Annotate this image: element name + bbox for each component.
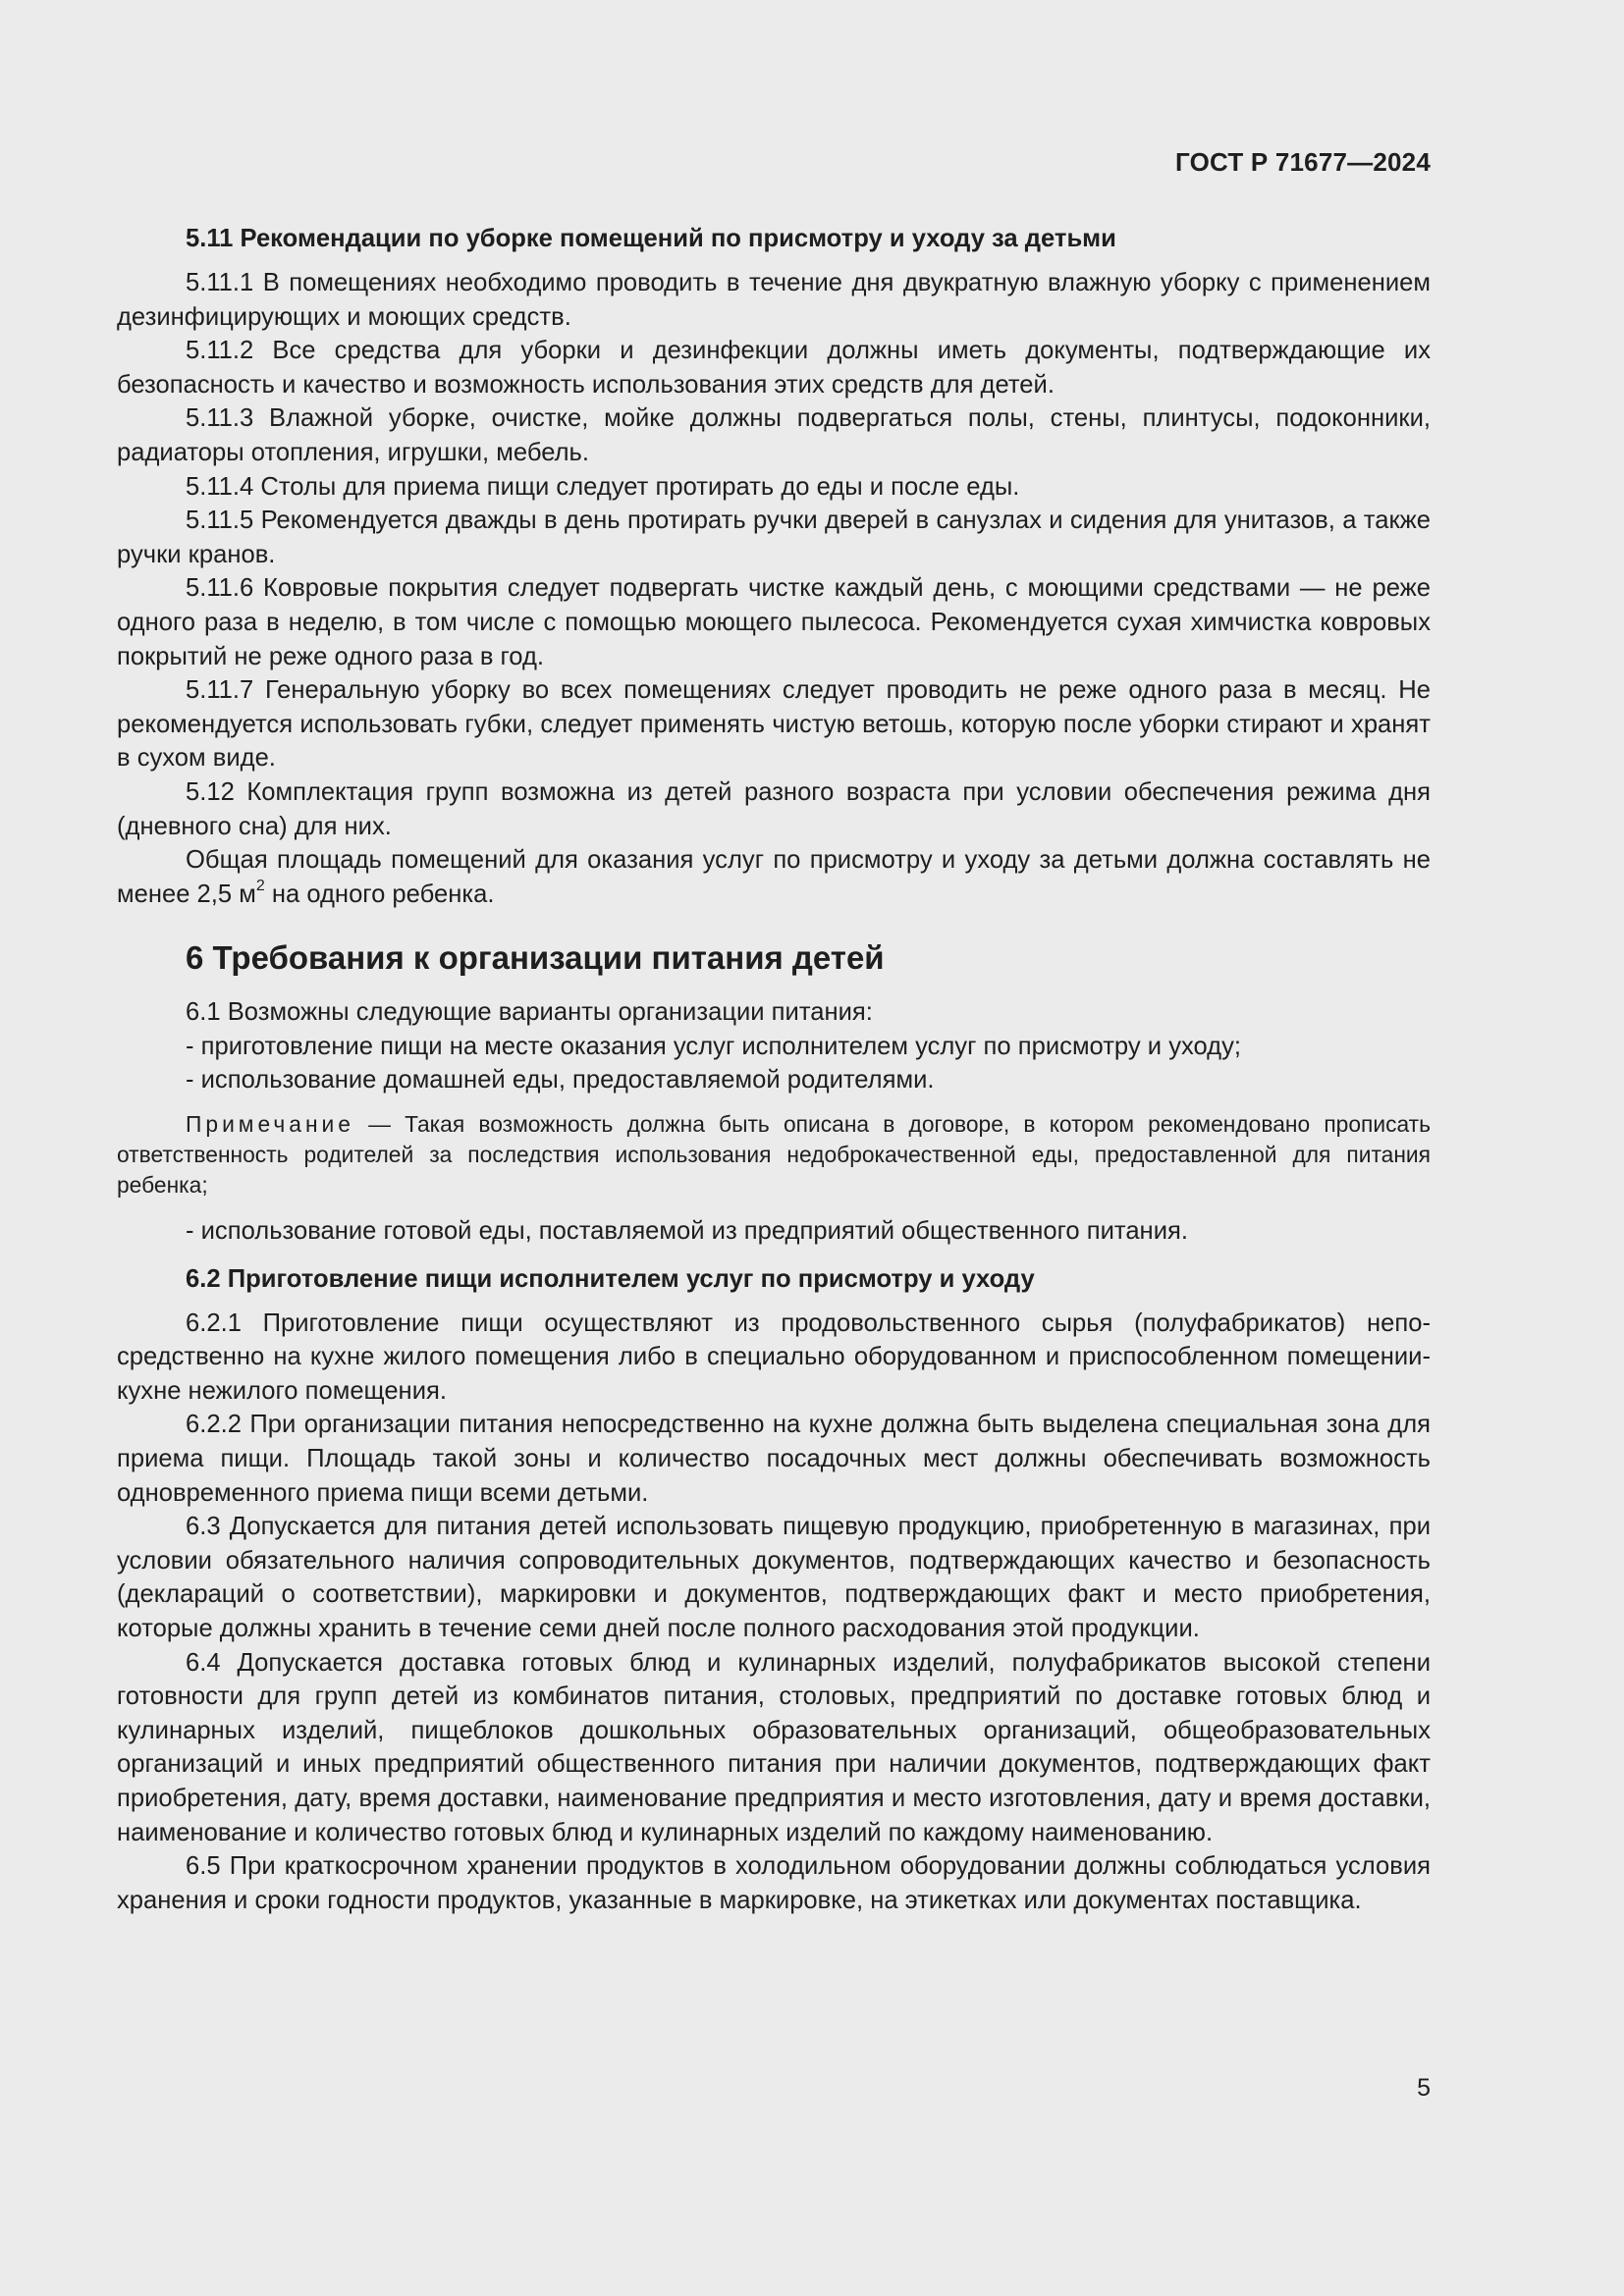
paragraph-5-11-4: 5.11.4 Столы для приема пищи следует протирать до еды и после еды.: [186, 472, 1020, 501]
standard-code: ГОСТ Р 71677—2024: [1175, 147, 1431, 177]
document-body: [117, 222, 1431, 1917]
list-item-home-food: - использование домашней еды, предоставляемой родителями.: [186, 1066, 935, 1095]
paragraph-5-11-5: 5.11.5 Рекомендуется дважды в день протирать ручки дверей в санузлах и сидения для унитазов, а также ручки кранов.: [117, 507, 1431, 568]
paragraph-6-1: 6.1 Возможны следующие варианты организации питания:: [186, 998, 873, 1027]
list-item-cooking-on-site: - приготовление пищи на месте оказания услуг исполнителем услуг по присмотру и уходу;: [186, 1032, 1242, 1060]
paragraph-5-11-3: 5.11.3 Влажной уборке, очистке, мойке должны подвергаться полы, стены, плинтусы, подоконники, радиаторы отопления, игрушки, мебель.: [117, 404, 1431, 466]
paragraph-area-requirement: [117, 843, 1431, 911]
note-label: Примечание: [186, 1111, 354, 1138]
paragraph-5-11-2: 5.11.2 Все средства для уборки и дезинфекции должны иметь документы, подтверждающие их безопасность и качество и возможность использования этих средств для детей.: [117, 337, 1431, 399]
paragraph-5-11-1: 5.11.1 В помещениях необходимо проводить в течение дня двукратную влажную уборку с применением дезинфицирующих и моющих средств.: [117, 269, 1431, 331]
paragraph-6-2-2: 6.2.2 При организации питания непосредственно на кухне должна быть выделена специальная зона для приема пищи. Площадь такой зоны и количество посадочных мест должны обеспечивать возможность одновременного приема пищи всеми детьми.: [117, 1411, 1431, 1507]
list-item-ready-food: - использование готовой еды, поставляемой из предприятий общественного питания.: [186, 1217, 1188, 1246]
area-text-after: на одного ребенка.: [264, 880, 495, 908]
paragraph-5-12: 5.12 Комплектация групп возможна из детей разного возраста при условии обеспечения режима дня (дневного сна) для них.: [117, 777, 1431, 840]
paragraph-6-2-1: 6.2.1 Приготовление пищи осуществляют из продовольственного сырья (полуфабрикатов) непосредственно на кухне жилого помещения либо в специально оборудованном и приспособленном помещении-кухне нежилого помещения.: [117, 1308, 1431, 1405]
area-text-before: Общая площадь помещений для оказания услуг по присмотру и уходу за детьми должна составлять не менее 2,5 м: [117, 846, 1431, 908]
paragraph-6-5: 6.5 При краткосрочном хранении продуктов в холодильном оборудовании должны соблюдаться условия хранения и сроки годности продуктов, указанные в маркировке, на этикетках или документах поставщика.: [117, 1852, 1431, 1914]
paragraph-6-4: 6.4 Допускается доставка готовых блюд и кулинарных изделий, полуфабрикатов высокой степени готовности для групп детей из комбинатов питания, столовых, предприятий по доставке готовых блюд и кулинарных изделий, пищеблоков дошкольных образовательных организаций, общеобразовательных организаций и иных предприятий общественного питания при наличии документов, подтверждающих факт приобретения, дату, время доставки, наименование предприятия и место изготовления, дату и время доставки, наименование и количество готовых блюд и кулинарных изделий по каждому наименованию.: [117, 1648, 1431, 1846]
paragraph-5-11-6: 5.11.6 Ковровые покрытия следует подвергать чистке каждый день, с моющими средствами — не реже одного раза в неделю, в том числе с помощью моющего пылесоса. Рекомендуется сухая химчистка ковровых покрытий не реже одного раза в год.: [117, 574, 1431, 670]
subsection-title-5-11: 5.11 Рекомендации по уборке помещений по присмотру и уходу за детьми: [186, 225, 1116, 252]
page-number: 5: [1417, 2074, 1431, 2102]
paragraph-5-11-7: 5.11.7 Генеральную уборку во всех помещениях следует проводить не реже одного раза в месяц. Не рекомендуется использовать губки, следует применять чистую ветошь, которую после уборки стирают и хранят в сухом виде.: [117, 676, 1431, 773]
superscript-2: 2: [255, 878, 265, 895]
section-title-6: 6 Требования к организации питания детей: [186, 939, 885, 977]
note-block: [117, 1109, 1431, 1201]
paragraph-6-3: 6.3 Допускается для питания детей использовать пищевую продукцию, приобретенную в магазинах, при условии обязательного наличия сопроводительных документов, подтверждающих качество и безопасность (деклараций о соответствии), маркировки и документов, подтверждающих факт и место приобретения, которые должны хранить в течение семи дней после полного расходования этой продукции.: [117, 1513, 1431, 1642]
note-text: — Такая возможность должна быть описана в договоре, в котором рекомендовано прописать ответственность родителей за последствия использования недоброкачественной еды, предоставленной для питания ребенка;: [117, 1111, 1431, 1199]
subsection-title-6-2: 6.2 Приготовление пищи исполнителем услуг по присмотру и уходу: [186, 1264, 1035, 1293]
